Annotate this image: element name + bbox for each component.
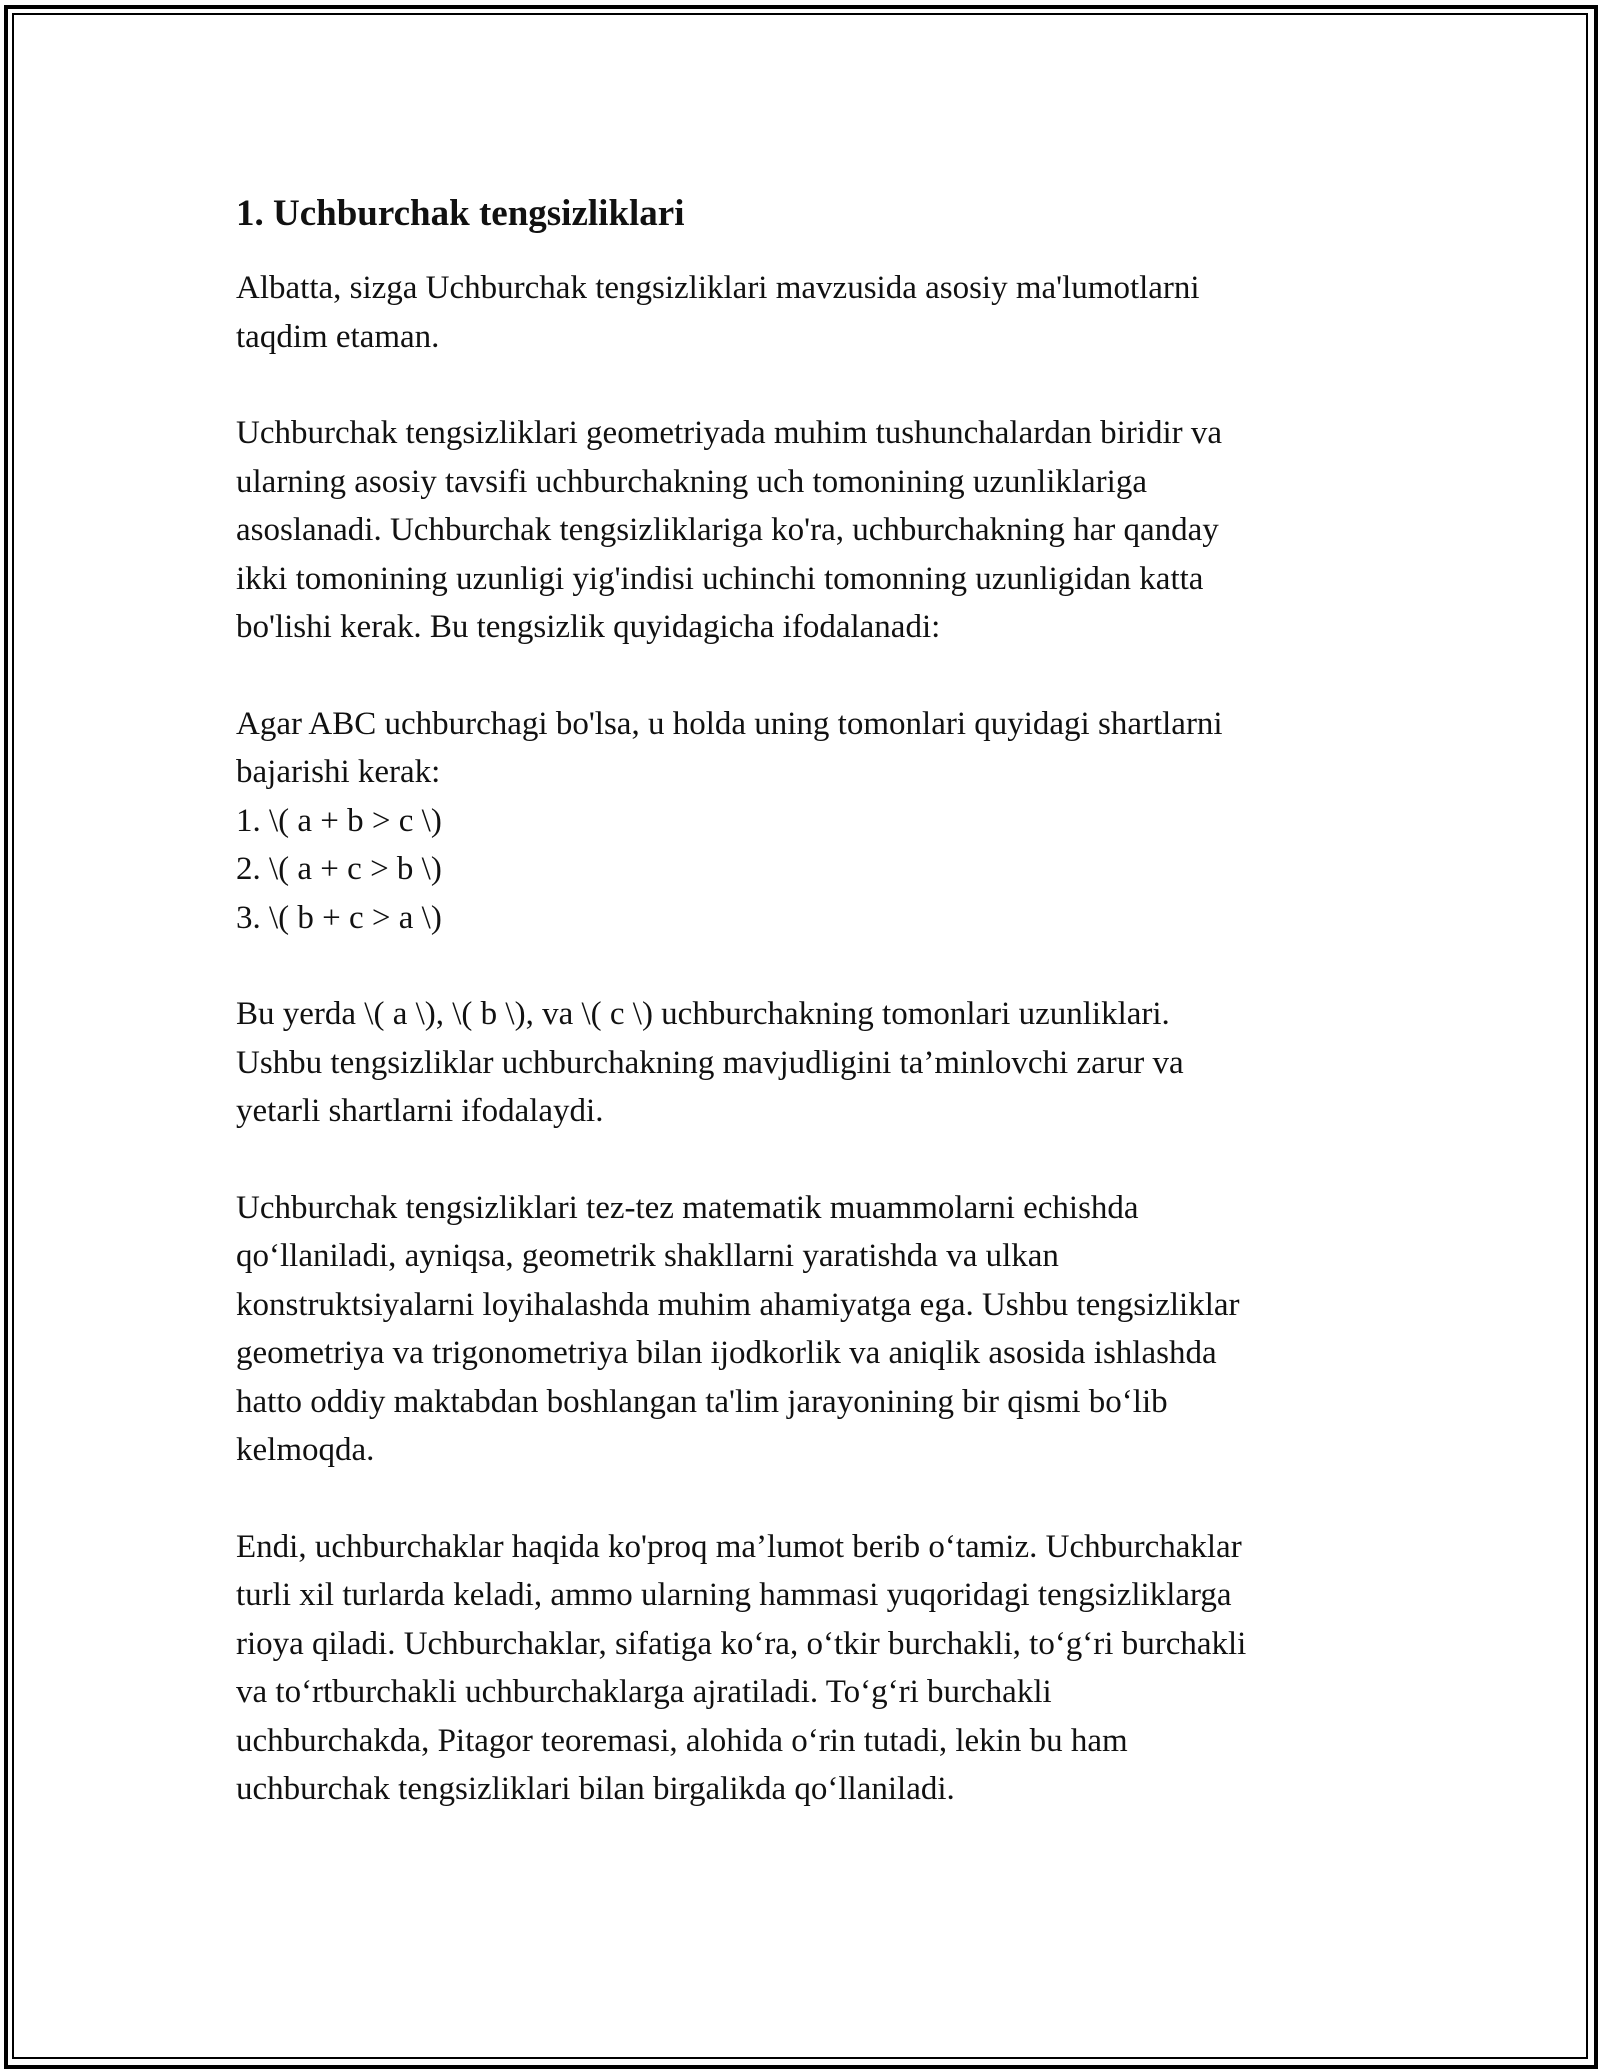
definition-paragraph: Uchburchak tengsizliklari geometriyada muhim tushunchalardan biridir va ularning asosiy tavsifi uchburchakning uch tomonining uzunliklariga asoslanadi. Uchburchak tengsizliklariga ko'ra, uchburchakning har qanday ikki tomonining uzunligi yig'indisi uchinchi tomonning uzunligidan katta bo'lishi kerak. Bu tengsizlik quyidagicha ifodalanadi:	[236, 415, 1223, 645]
intro-paragraph: Albatta, sizga Uchburchak tengsizliklari mavzusida asosiy ma'lumotlarni taqdim etaman.	[236, 270, 1200, 355]
condition-item: 3. \( b + c > a \)	[236, 899, 442, 936]
explanation-paragraph: Bu yerda \( a \), \( b \), va \( c \) uchburchakning tomonlari uzunliklari. Ushbu tengsizliklar uchburchakning mavjudligini ta’minlovchi zarur va yetarli shartlarni ifodalaydi.	[236, 996, 1184, 1129]
conditions-intro: Agar ABC uchburchagi bo'lsa, u holda uning tomonlari quyidagi shartlarni bajarishi kerak:	[236, 705, 1223, 790]
triangle-types-paragraph: Endi, uchburchaklar haqida ko'proq ma’lumot berib o‘tamiz. Uchburchaklar turli xil turlarda keladi, ammo ularning hammasi yuqoridagi tengsizliklarga rioya qiladi. Uchburchaklar, sifatiga ko‘ra, o‘tkir burchakli, to‘g‘ri burchakli va to‘rtburchakli uchburchaklarga ajratiladi. To‘g‘ri burchakli uchburchakda, Pitagor teoremasi, alohida o‘rin tutadi, lekin bu ham uchburchak tengsizliklari bilan birgalikda qo‘llaniladi.	[236, 1528, 1247, 1807]
applications-paragraph: Uchburchak tengsizliklari tez-tez matematik muammolarni echishda qo‘llaniladi, ayniqsa, geometrik shakllarni yaratishda va ulkan konstruktsiyalarni loyihalashda muhim ahamiyatga ega. Ushbu tengsizliklar geometriya va trigonometriya bilan ijodkorlik va aniqlik asosida ishlashda hatto oddiy maktabdan boshlangan ta'lim jarayonining bir qismi bo‘lib kelmoqda.	[236, 1189, 1240, 1468]
condition-item: 2. \( a + c > b \)	[236, 851, 442, 887]
section-title: 1. Uchburchak tengsizliklari	[236, 193, 685, 234]
conditions-block	[236, 700, 1376, 943]
document-body	[236, 188, 1376, 1862]
condition-item: 1. \( a + b > c \)	[236, 802, 442, 839]
